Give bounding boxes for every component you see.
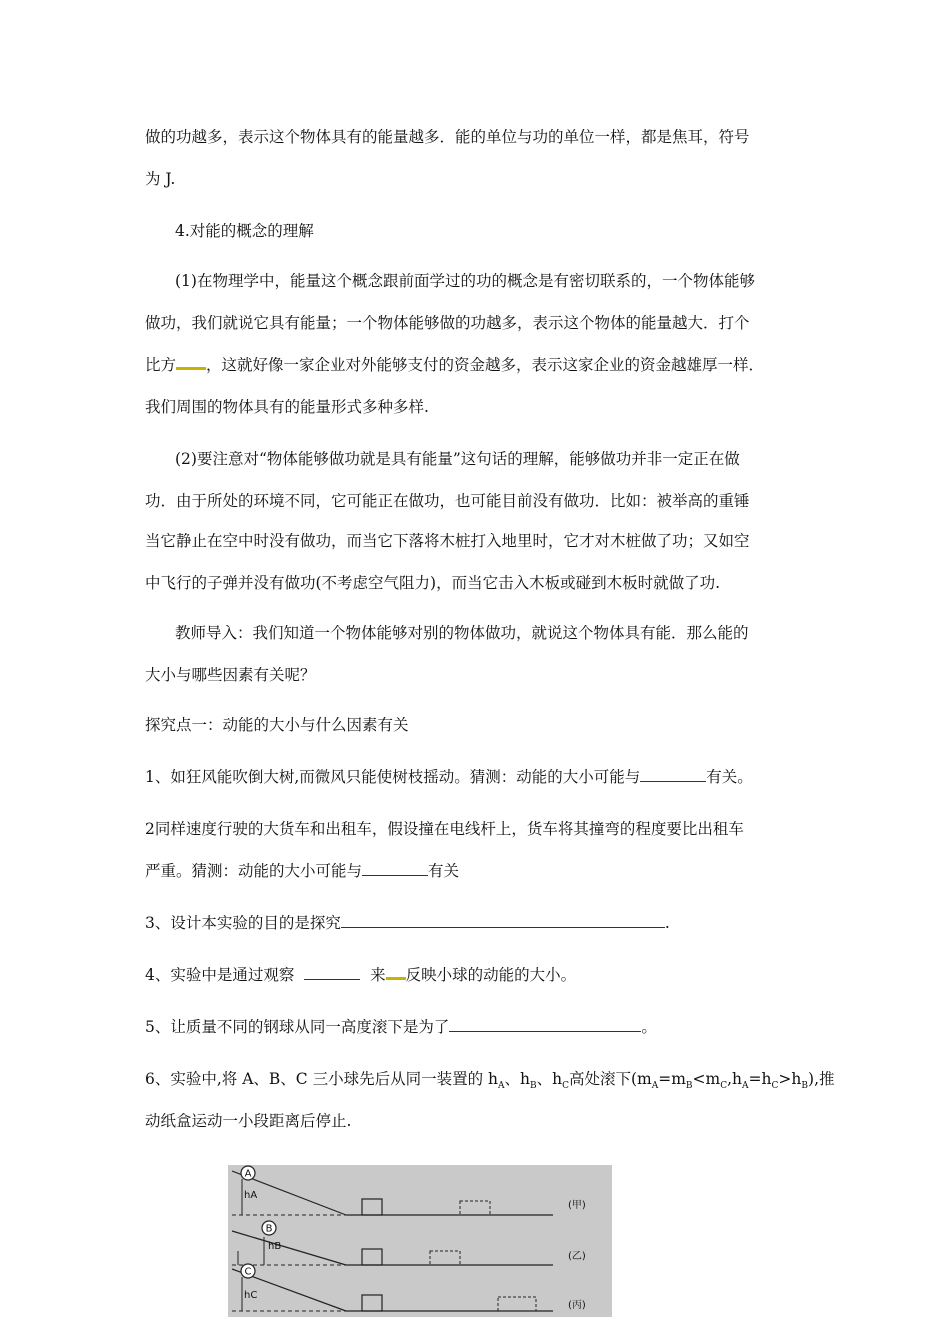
subscript: C (771, 1081, 779, 1092)
paragraph-line: 做功，我们就说它具有能量；一个物体能够做的功越多，表示这个物体的能量越大．打个 (145, 314, 750, 332)
subscript: C (720, 1081, 728, 1092)
paragraph-line: (1)在物理学中，能量这个概念跟前面学过的功的概念是有密切联系的，一个物体能够 (175, 272, 755, 290)
text-span: . (664, 914, 670, 932)
height-label-c: hC (244, 1290, 258, 1301)
height-label-a: hA (244, 1190, 258, 1201)
question-2: 2同样速度行驶的大货车和出租车，假设撞在电线杆上，货车将其撞弯的程度要比出租车 (145, 820, 744, 838)
height-label-b: hB (268, 1241, 282, 1252)
paragraph-line: 当它静止在空中时没有做功，而当它下落将木桩打入地里时，它才对木桩做了功；又如空 (145, 532, 750, 550)
subscript: A (742, 1081, 749, 1092)
question-6-line2: 动纸盒运动一小段距离后停止. (145, 1112, 352, 1130)
text-span: 6、实验中,将 A、B、C 三小球先后从同一装置的 h (145, 1070, 498, 1088)
ball-a-label: A (244, 1168, 252, 1180)
figure-row-jia (232, 1166, 586, 1215)
text-span: 有关。 (706, 768, 753, 786)
paper-box (362, 1249, 382, 1265)
subscript: C (562, 1081, 569, 1092)
answer-blank[interactable] (362, 859, 428, 876)
text-span: 来 (370, 966, 386, 984)
question-1 (145, 758, 810, 796)
ramp-diagram (228, 1165, 612, 1317)
paper-box-moved (430, 1251, 460, 1265)
figure-row-bing (232, 1264, 586, 1311)
text-span: ),推 (808, 1070, 835, 1088)
text-span: 比方 (145, 356, 177, 374)
question-5 (145, 1008, 810, 1046)
paragraph-line: 中飞行的子弹并没有做功(不考虑空气阻力)，而当它击入木板或碰到木板时就做了功. (145, 574, 721, 592)
text-span: 4、实验中是通过观察 (145, 966, 295, 984)
paragraph-line: 我们周围的物体具有的能量形式多种多样. (145, 398, 429, 416)
answer-blank[interactable] (341, 911, 665, 928)
paragraph-line: 大小与哪些因素有关呢？ (145, 666, 316, 684)
paragraph-line: (2)要注意对“物体能够做功就是具有能量”这句话的理解，能够做功并非一定正在做 (175, 450, 740, 468)
row-tag-yi: (乙) (568, 1251, 586, 1262)
paper-box (362, 1199, 382, 1215)
text-span: 反映小球的动能的大小。 (405, 966, 577, 984)
explore-heading: 探究点一：动能的大小与什么因素有关 (145, 716, 409, 734)
text-span: 1、如狂风能吹倒大树,而微风只能使树枝摇动。猜测：动能的大小可能与 (145, 768, 641, 786)
section-heading-4: 4.对能的概念的理解 (175, 222, 314, 240)
question-2-line2 (145, 852, 810, 890)
text-span: 有关 (428, 862, 460, 880)
subscript: A (498, 1081, 505, 1092)
figure-row-yi (232, 1221, 586, 1265)
ball-c-label: C (244, 1266, 252, 1278)
text-span: 高处滚下(m (568, 1070, 652, 1088)
experiment-figure (228, 1165, 612, 1317)
text-span: >h (778, 1070, 802, 1088)
text-span: <m (692, 1070, 721, 1088)
highlight-mark (176, 355, 206, 370)
text-span: 3、设计本实验的目的是探究 (145, 914, 341, 932)
text-span: 、h (504, 1070, 530, 1088)
row-tag-jia: (甲) (568, 1200, 586, 1211)
text-span: ，这就好像一家企业对外能够支付的资金越多，表示这家企业的资金越雄厚一样． (206, 356, 765, 374)
text-span: 。 (641, 1018, 657, 1036)
text-span: =m (658, 1070, 686, 1088)
paragraph-line: 为 J. (145, 170, 176, 188)
paragraph-line (145, 346, 810, 384)
text-span: 严重。猜测：动能的大小可能与 (145, 862, 363, 880)
ball-b-label: B (265, 1223, 273, 1235)
paragraph-line: 做的功越多，表示这个物体具有的能量越多．能的单位与功的单位一样，都是焦耳，符号 (145, 128, 750, 146)
paper-box (362, 1295, 382, 1311)
paper-box-moved (460, 1201, 490, 1215)
subscript: B (685, 1081, 693, 1092)
text-span: 、h (536, 1070, 563, 1088)
text-span: =h (748, 1070, 772, 1088)
question-6 (145, 1060, 835, 1105)
question-4 (145, 956, 810, 994)
paragraph-line: 教师导入：我们知道一个物体能够对别的物体做功，就说这个物体具有能．那么能的 (175, 624, 749, 642)
text-span: ,h (727, 1070, 743, 1088)
paper-box-moved (498, 1297, 536, 1311)
subscript: B (801, 1081, 809, 1092)
subscript: A (651, 1081, 659, 1092)
text-span: 5、让质量不同的钢球从同一高度滚下是为了 (145, 1018, 450, 1036)
highlight-mark (386, 965, 406, 980)
answer-blank[interactable] (304, 963, 360, 980)
question-3 (145, 904, 810, 942)
row-tag-bing: (丙) (568, 1300, 586, 1311)
paragraph-line: 功．由于所处的环境不同，它可能正在做功，也可能目前没有做功．比如：被举高的重锤 (145, 492, 750, 510)
subscript: B (529, 1081, 537, 1092)
answer-blank[interactable] (640, 765, 706, 782)
answer-blank[interactable] (449, 1015, 641, 1032)
